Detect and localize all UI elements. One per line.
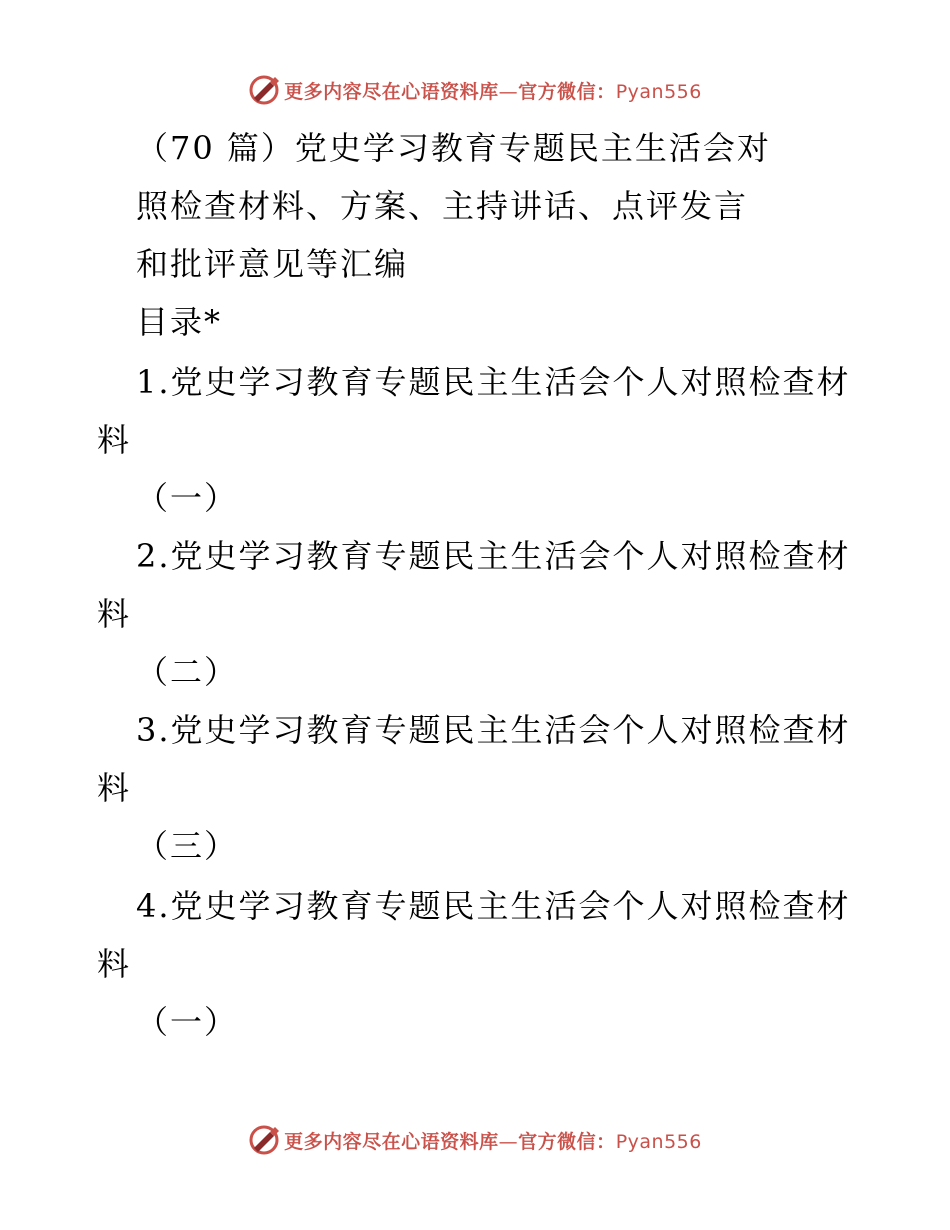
watermark-top xyxy=(0,72,950,108)
title-line-2: 照检查材料、方案、主持讲话、点评发言 xyxy=(136,187,749,225)
toc-item-3-line-1: 3.党史学习教育专题民主生活会个人对照检查材 xyxy=(136,711,851,749)
toc-item-1-sub: （一） xyxy=(136,479,239,517)
toc-item-1-line-2: 料 xyxy=(97,421,132,459)
watermark-bottom xyxy=(0,1122,950,1158)
title-line-1: （70 篇）党史学习教育专题民主生活会对 xyxy=(136,129,771,167)
toc-item-2-line-1: 2.党史学习教育专题民主生活会个人对照检查材 xyxy=(136,537,851,575)
toc-item-4-line-1: 4.党史学习教育专题民主生活会个人对照检查材 xyxy=(136,887,851,925)
toc-item-3-sub: （三） xyxy=(136,827,239,865)
watermark-text: 更多内容尽在心语资料库—官方微信：Pyan556 xyxy=(284,80,702,103)
toc-item-4-line-2: 料 xyxy=(97,945,132,983)
toc-item-1-line-1: 1.党史学习教育专题民主生活会个人对照检查材 xyxy=(136,363,851,401)
toc-item-4-sub: （一） xyxy=(136,1003,239,1041)
toc-item-2-line-2: 料 xyxy=(97,595,132,633)
pen-logo-icon xyxy=(248,74,280,106)
title-line-3: 和批评意见等汇编 xyxy=(136,245,409,283)
toc-item-2-sub: （二） xyxy=(136,653,239,691)
watermark-text: 更多内容尽在心语资料库—官方微信：Pyan556 xyxy=(284,1130,702,1153)
toc-item-3-line-2: 料 xyxy=(97,769,132,807)
pen-logo-icon xyxy=(248,1124,280,1156)
toc-heading: 目录* xyxy=(136,303,223,341)
